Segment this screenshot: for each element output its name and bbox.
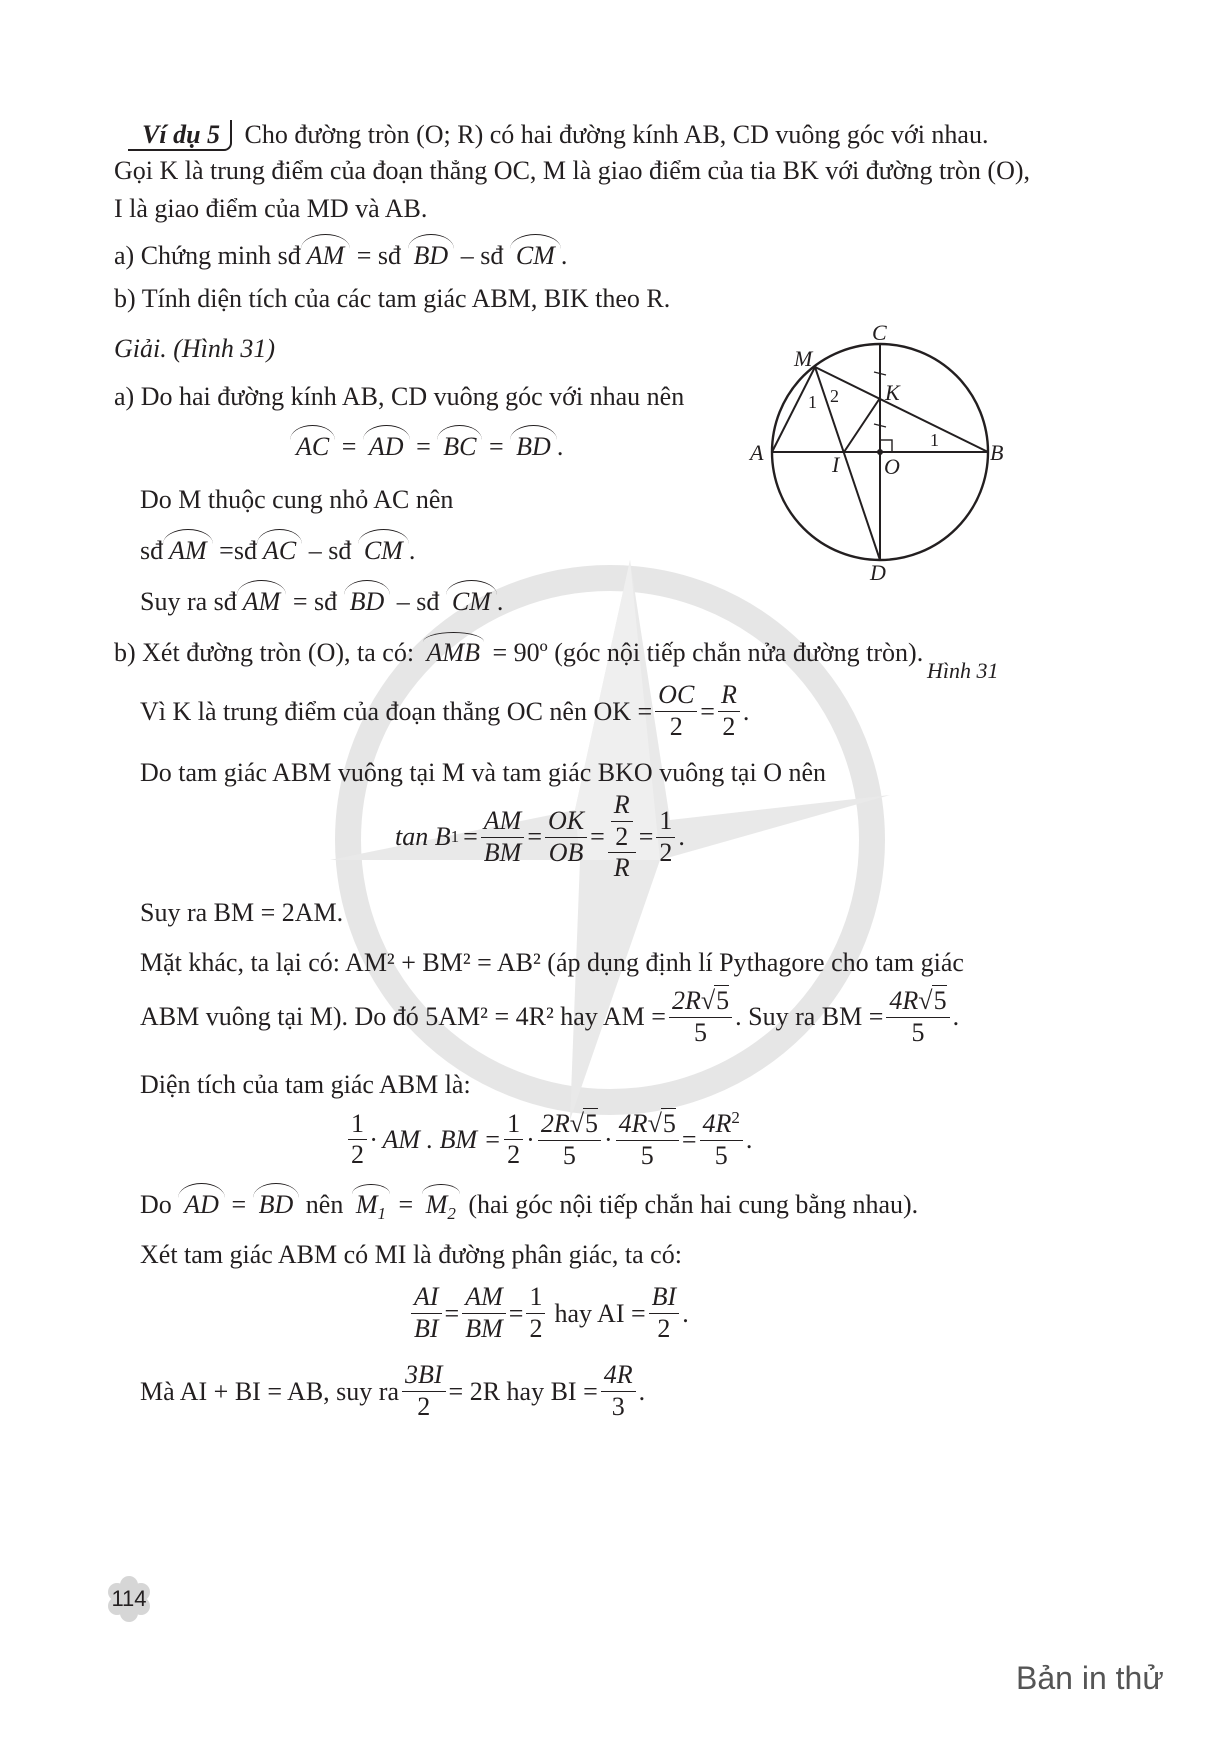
example-line-2: Gọi K là trung điểm của đoạn thẳng OC, M là giao điểm của tia BK với đường tròn (O), (114, 156, 1031, 185)
solution-b-line-3: Do tam giác ABM vuông tại M và tam giác BKO vuông tại O nên (140, 758, 827, 787)
figure-caption: Hình 31 (927, 658, 999, 683)
solution-b-line-4: Suy ra BM = 2AM. (140, 898, 344, 927)
example-label: Ví dụ 5 (128, 120, 232, 151)
solution-heading: Giải. (Hình 31) (114, 334, 276, 363)
label-O: O (884, 454, 900, 479)
draft-watermark-text: Bản in thử (1016, 1660, 1164, 1696)
example-line-1: Cho đường tròn (O; R) có hai đường kính AB, CD vuông góc với nhau. (244, 120, 989, 149)
label-K: K (885, 380, 900, 405)
solution-b-line-11: Mà AI + BI = AB, suy ra $\frac{3BI}{2}$ = 2R hay BI = $\frac{4R}{3}$ . (140, 1360, 646, 1421)
solution-b-line-8: Do AD = BD nên $M_1 = M_2$ (hai góc nội tiếp chắn hai cung bằng nhau). (140, 1190, 919, 1223)
arc-BD: BD (408, 243, 455, 269)
angle-AMB: AMB (421, 640, 486, 666)
svg-text:2: 2 (830, 386, 839, 406)
label-A: A (750, 440, 764, 465)
solution-a-line-4: Suy ra sđ AM = sđ BD – sđ CM . (140, 587, 504, 616)
label-B: B (990, 440, 1004, 465)
part-b-statement: b) Tính diện tích của các tam giác ABM, BIK theo R. (114, 284, 671, 313)
tan-B-equation: tan B 1 = $\frac{AM}{BM}$ = $\frac{OK}{OB}$ = $\frac{\frac{R}{2}}{R}$ = $\frac{1}{2}$ . (395, 790, 685, 883)
svg-text:1: 1 (930, 430, 939, 450)
example-heading-line (128, 122, 988, 148)
solution-b-line-7: Diện tích của tam giác ABM là: (140, 1070, 471, 1099)
solution-b-line-6: ABM vuông tại M). Do đó 5AM² = 4R² hay AM = $\frac{2R√5}{5}$ . Suy ra BM = $\frac{4R√5}{5}$ . (140, 986, 960, 1047)
arc-AM: AM (301, 243, 351, 269)
arc-CM: CM (510, 243, 561, 269)
label-D: D (870, 560, 886, 585)
svg-text:1: 1 (808, 392, 817, 412)
solution-a-line-3: sđ AM =sđ AC – sđ CM . (140, 536, 416, 565)
solution-b-line-5: Mặt khác, ta lại có: AM² + BM² = AB² (áp dụng định lí Pythagore cho tam giác (140, 948, 964, 977)
geometry-figure-31 (750, 320, 1120, 685)
example-line-3: I là giao điểm của MD và AB. (114, 194, 428, 223)
solution-a-line-1: a) Do hai đường kính AB, CD vuông góc với nhau nên (114, 382, 685, 411)
page-number: 114 (111, 1586, 147, 1611)
bisector-ratio-equation: $\frac{AI}{BI}$ = $\frac{AM}{BM}$ = $\frac{1}{2}$ hay AI = $\frac{BI}{2}$ . (408, 1282, 689, 1344)
label-C: C (872, 320, 887, 345)
label-I: I (832, 452, 840, 477)
area-ABM-equation: $\frac{1}{2}$ · AM . BM = $\frac{1}{2}$ · $\frac{2R√5}{5}$ · $\frac{4R√5}{5}$ = $\frac{4R^2}{5}$ . (345, 1108, 752, 1171)
solution-b-line-1: b) Xét đường tròn (O), ta có: AMB = 90º (góc nội tiếp chắn nửa đường tròn). (114, 638, 924, 667)
label-M: M (794, 346, 813, 371)
page-number-badge (107, 1577, 151, 1621)
solution-b-line-2: Vì K là trung điểm của đoạn thẳng OC nên OK = $\frac{OC}{2}$ = $\frac{R}{2}$ . (140, 680, 750, 741)
arcs-equal-line: AC = AD = BC = BD . (290, 434, 563, 460)
part-a-statement: a) Chứng minh sđ AM = sđ BD – sđ CM . (114, 241, 568, 270)
solution-b-line-9: Xét tam giác ABM có MI là đường phân giác, ta có: (140, 1240, 682, 1269)
solution-a-line-2: Do M thuộc cung nhỏ AC nên (140, 485, 454, 514)
